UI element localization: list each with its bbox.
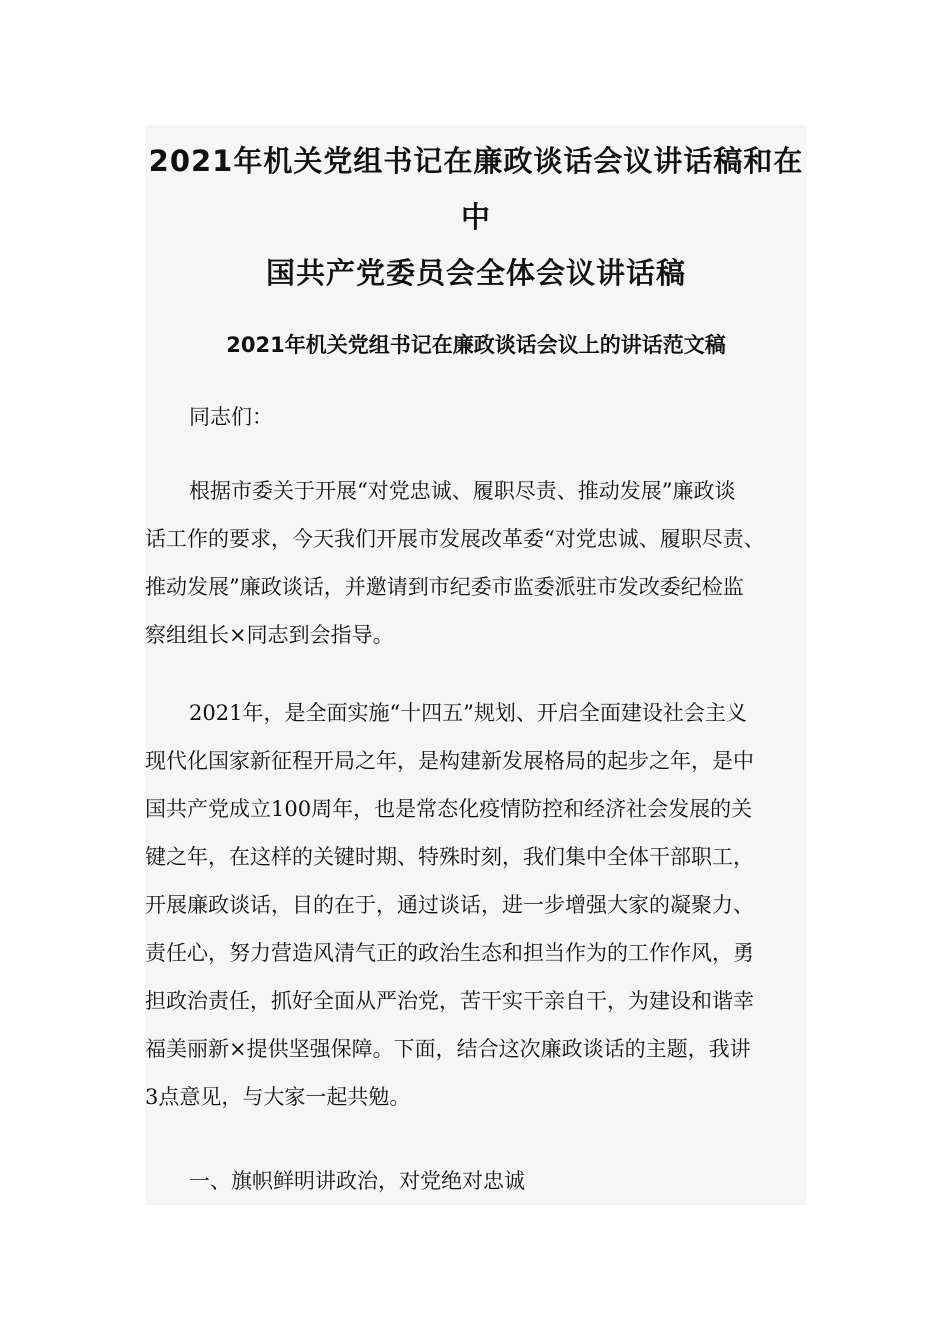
section-1 bbox=[145, 1157, 807, 1205]
paragraph-line: 责任心，努力营造风清气正的政治生态和担当作为的工作作风，勇 bbox=[145, 941, 754, 965]
title-line: 国共产党委员会全体会议讲话稿 bbox=[265, 256, 686, 290]
salutation-text: 同志们： bbox=[189, 405, 273, 429]
paragraph-line: 2021年，是全面实施“十四五”规划、开启全面建设社会主义 bbox=[189, 701, 747, 725]
title-line: 2021年机关党组书记在廉政谈话会议讲话稿和在中 bbox=[148, 144, 804, 234]
paragraph-line: 3点意见，与大家一起共勉。 bbox=[145, 1085, 411, 1109]
speech-subtitle: 2021年机关党组书记在廉政谈话会议上的讲话范文稿 bbox=[226, 333, 726, 357]
paragraph-line: 开展廉政谈话，目的在于，通过谈话，进一步增强大家的凝聚力、 bbox=[145, 893, 754, 917]
paragraph-line: 国共产党成立100周年，也是常态化疫情防控和经济社会发展的关 bbox=[145, 797, 753, 821]
paragraph-line: 推动发展”廉政谈话，并邀请到市纪委市监委派驻市发改委纪检监 bbox=[145, 575, 744, 599]
document-title bbox=[145, 133, 807, 301]
section-heading: 一、旗帜鲜明讲政治，对党绝对忠诚 bbox=[189, 1169, 525, 1193]
salutation bbox=[145, 393, 807, 441]
paragraph-line: 福美丽新×提供坚强保障。下面，结合这次廉政谈话的主题，我讲 bbox=[145, 1037, 751, 1061]
paragraph-line: 根据市委关于开展“对党忠诚、履职尽责、推动发展”廉政谈 bbox=[189, 479, 736, 503]
paragraph-line: 担政治责任，抓好全面从严治党，苦干实干亲自干，为建设和谐幸 bbox=[145, 989, 754, 1013]
paragraph-line: 话工作的要求，今天我们开展市发展改革委“对党忠诚、履职尽责、 bbox=[145, 527, 765, 551]
document-page bbox=[145, 125, 807, 1205]
paragraph-line: 现代化国家新征程开局之年，是构建新发展格局的起步之年，是中 bbox=[145, 749, 754, 773]
paragraph-2 bbox=[145, 689, 807, 1121]
paragraph-1 bbox=[145, 467, 807, 659]
paragraph-line: 察组组长×同志到会指导。 bbox=[145, 623, 394, 647]
paragraph-line: 键之年，在这样的关键时期、特殊时刻，我们集中全体干部职工， bbox=[145, 845, 754, 869]
